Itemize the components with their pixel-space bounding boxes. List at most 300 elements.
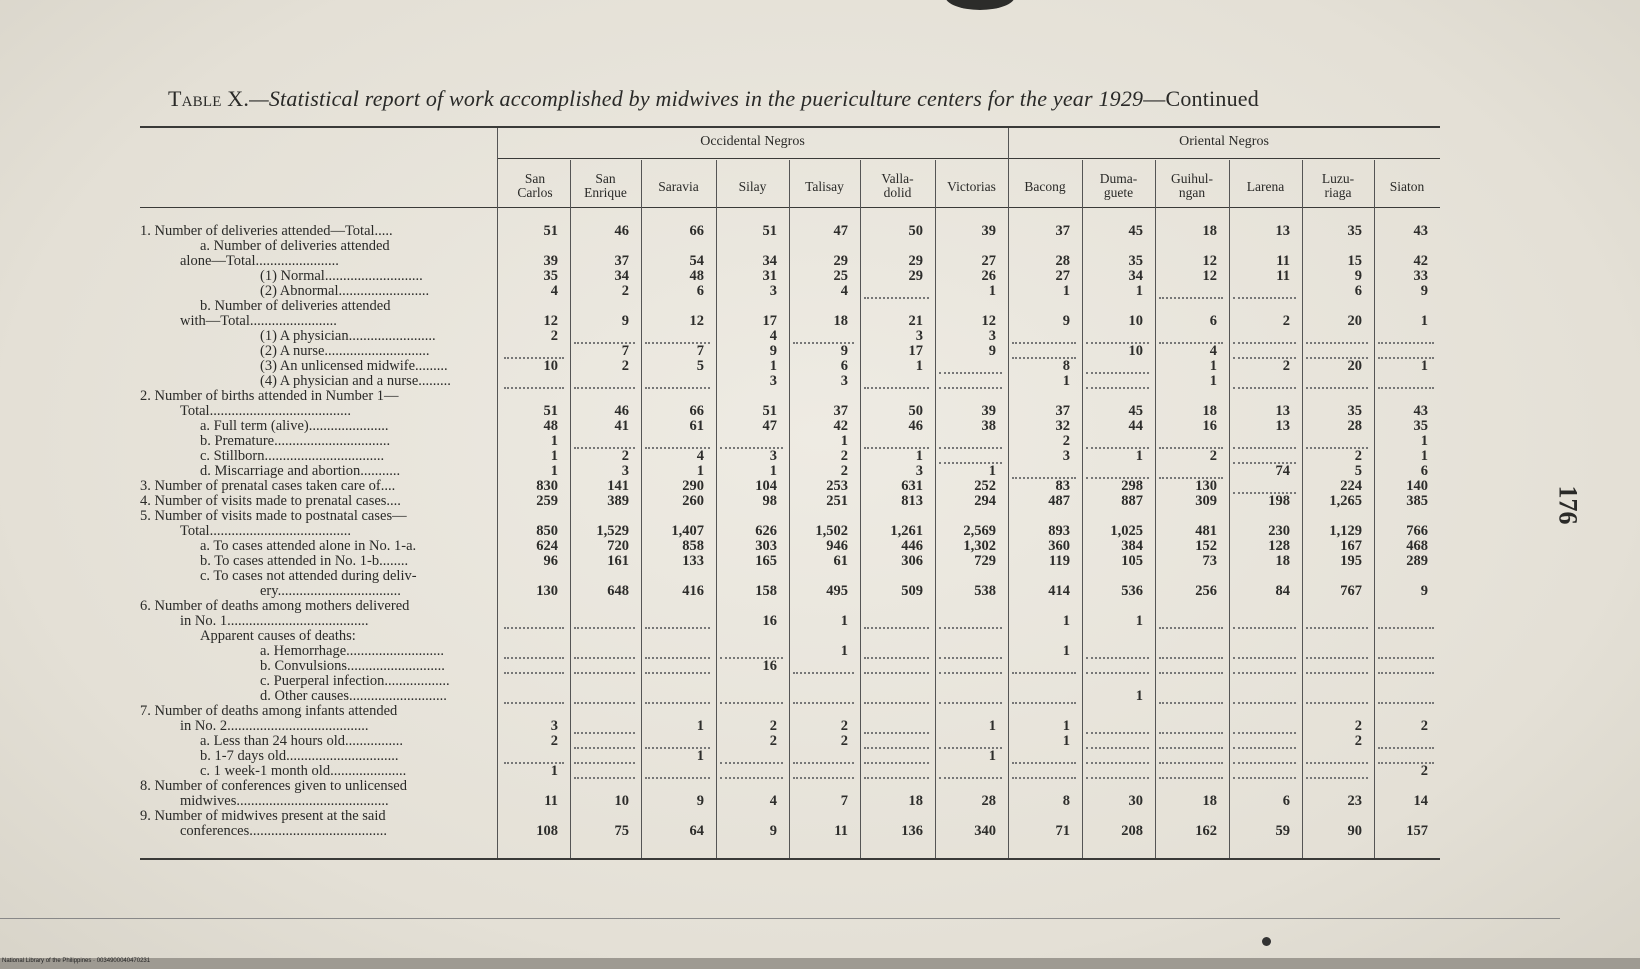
table-cell: 495 (826, 583, 848, 599)
row-label: d. Miscarriage and abortion........... (200, 464, 401, 479)
table-cell: 75 (614, 823, 629, 839)
table-cell: 252 (974, 478, 996, 494)
empty-cell-leader (1233, 657, 1296, 659)
bottom-rule (140, 858, 1440, 860)
table-cell: 12 (981, 313, 996, 329)
table-cell: 2 (1354, 733, 1362, 749)
table-cell: 3 (769, 448, 777, 464)
table-cell: 1 (988, 463, 996, 479)
empty-cell-leader (1086, 732, 1149, 734)
table-cell: 767 (1340, 583, 1362, 599)
empty-cell-leader (1306, 627, 1368, 629)
table-cell: 18 (833, 313, 848, 329)
table-cell: 1 (840, 643, 848, 659)
empty-cell-leader (504, 627, 564, 629)
column-divider (935, 160, 936, 858)
table-cell: 46 (908, 418, 923, 434)
table-cell: 133 (682, 553, 704, 569)
empty-cell-leader (720, 762, 783, 764)
ink-dot (1262, 937, 1271, 946)
column-header-line: San (524, 171, 546, 186)
table-cell: 45 (1128, 223, 1143, 239)
table-title (168, 86, 1488, 112)
empty-cell-leader (1306, 342, 1368, 344)
table-cell: 1 (915, 358, 923, 374)
table-cell: 9 (1354, 268, 1362, 284)
table-cell: 35 (1347, 403, 1362, 419)
table-cell: 2,569 (963, 523, 996, 539)
table-cell: 720 (607, 538, 629, 554)
table-cell: 29 (908, 253, 923, 269)
header-rule (140, 207, 1440, 208)
row-label: (3) An unlicensed midwife......... (260, 359, 448, 374)
table-cell: 54 (689, 253, 704, 269)
table-cell: 198 (1268, 493, 1290, 509)
empty-cell-leader (574, 627, 635, 629)
empty-cell-leader (1233, 732, 1296, 734)
empty-cell-leader (504, 387, 564, 389)
table-cell: 2 (1209, 448, 1217, 464)
empty-cell-leader (793, 777, 854, 779)
column-divider (497, 128, 498, 858)
empty-cell-leader (1233, 297, 1296, 299)
row-label: a. To cases attended alone in No. 1-a. (200, 539, 417, 554)
row-label: Total....................................... (180, 524, 351, 539)
table-cell: 306 (901, 553, 923, 569)
table-cell: 12 (1202, 268, 1217, 284)
empty-cell-leader (504, 702, 564, 704)
table-cell: 1,407 (671, 523, 704, 539)
row-label: a. Number of deliveries attended (200, 239, 390, 254)
column-header (1155, 172, 1229, 200)
empty-cell-leader (1086, 387, 1149, 389)
table-cell: 16 (762, 658, 777, 674)
empty-cell-leader (1012, 702, 1076, 704)
table-cell: 729 (974, 553, 996, 569)
table-cell: 9 (988, 343, 996, 359)
group-header-oriental: Oriental Negros (1179, 134, 1269, 149)
column-header-line: San (595, 171, 616, 186)
table-cell: 74 (1275, 463, 1290, 479)
row-label: midwives.......................................... (180, 794, 389, 809)
table-cell: 887 (1121, 493, 1143, 509)
column-header-line: Talisay (805, 179, 844, 194)
row-label: 5. Number of visits made to postnatal cases— (140, 509, 407, 524)
table-cell: 2 (769, 718, 777, 734)
table-cell: 290 (682, 478, 704, 494)
table-cell: 11 (1276, 253, 1290, 269)
empty-cell-leader (1306, 762, 1368, 764)
table-cell: 6 (1420, 463, 1428, 479)
table-cell: 73 (1202, 553, 1217, 569)
table-cell: 26 (981, 268, 996, 284)
table-cell: 538 (974, 583, 996, 599)
table-cell: 3 (840, 373, 848, 389)
table-cell: 1,129 (1329, 523, 1362, 539)
table-cell: 253 (826, 478, 848, 494)
table-cell: 850 (536, 523, 558, 539)
table-cell: 5 (696, 358, 704, 374)
table-cell: 4 (696, 448, 704, 464)
column-header (1082, 172, 1155, 200)
empty-cell-leader (1159, 672, 1223, 674)
table-cell: 1,265 (1329, 493, 1362, 509)
table-cell: 108 (536, 823, 558, 839)
column-header (935, 180, 1008, 194)
table-cell: 50 (908, 403, 923, 419)
table-cell: 1 (696, 463, 704, 479)
row-label: b. 1-7 days old............................... (200, 749, 399, 764)
table-cell: 303 (755, 538, 777, 554)
table-cell: 10 (1128, 313, 1143, 329)
row-label: alone—Total....................... (180, 254, 339, 269)
table-cell: 23 (1347, 793, 1362, 809)
table-cell: 84 (1275, 583, 1290, 599)
empty-cell-leader (1233, 777, 1296, 779)
scan-footer-strip (0, 958, 1640, 969)
column-header-line: Duma- (1099, 171, 1138, 186)
table-cell: 195 (1340, 553, 1362, 569)
table-cell: 34 (1128, 268, 1143, 284)
table-cell: 9 (769, 823, 777, 839)
row-label: in No. 2....................................... (180, 719, 369, 734)
table-cell: 2 (621, 448, 629, 464)
empty-cell-leader (1086, 657, 1149, 659)
row-label: Apparent causes of deaths: (200, 629, 356, 644)
empty-cell-leader (1086, 777, 1149, 779)
column-header (641, 180, 716, 194)
table-cell: 25 (833, 268, 848, 284)
table-cell: 2 (1062, 433, 1070, 449)
table-cell: 6 (1282, 793, 1290, 809)
table-cell: 4 (840, 283, 848, 299)
table-cell: 12 (1202, 253, 1217, 269)
empty-cell-leader (864, 732, 929, 734)
table-cell: 37 (1055, 223, 1070, 239)
page-bottom-shadow (0, 918, 1560, 919)
empty-cell-leader (939, 702, 1002, 704)
empty-cell-leader (1159, 747, 1223, 749)
group-rule (497, 158, 1440, 159)
table-cell: 35 (1413, 418, 1428, 434)
table-cell: 8 (1062, 793, 1070, 809)
row-label: with—Total........................ (180, 314, 337, 329)
empty-cell-leader (1159, 297, 1223, 299)
table-cell: 157 (1406, 823, 1428, 839)
empty-cell-leader (645, 387, 710, 389)
table-cell: 416 (682, 583, 704, 599)
table-cell: 83 (1055, 478, 1070, 494)
empty-cell-leader (1378, 672, 1434, 674)
table-cell: 1 (696, 718, 704, 734)
table-cell: 161 (607, 553, 629, 569)
table-cell: 389 (607, 493, 629, 509)
table-cell: 1 (1135, 613, 1143, 629)
table-cell: 141 (607, 478, 629, 494)
column-header (500, 172, 570, 200)
table-cell: 2 (840, 463, 848, 479)
column-header-line: Victorias (947, 179, 996, 194)
empty-cell-leader (504, 672, 564, 674)
table-cell: 61 (689, 418, 704, 434)
column-divider (1082, 160, 1083, 858)
column-divider (1155, 160, 1156, 858)
row-label: 6. Number of deaths among mothers delivered (140, 599, 410, 614)
empty-cell-leader (574, 762, 635, 764)
column-header-line: riaga (1324, 185, 1352, 200)
row-label: a. Hemorrhage........................... (260, 644, 445, 659)
empty-cell-leader (574, 747, 635, 749)
table-cell: 1 (550, 448, 558, 464)
empty-cell-leader (1159, 777, 1223, 779)
table-cell: 119 (1049, 553, 1070, 569)
table-cell: 17 (908, 343, 923, 359)
table-cell: 12 (543, 313, 558, 329)
row-label: 1. Number of deliveries attended—Total..... (140, 224, 393, 239)
table-cell: 16 (1202, 418, 1217, 434)
row-label: (2) Abnormal......................... (260, 284, 430, 299)
table-cell: 1 (915, 448, 923, 464)
table-cell: 130 (536, 583, 558, 599)
row-label: (4) A physician and a nurse......... (260, 374, 451, 389)
table-cell: 50 (908, 223, 923, 239)
table-cell: 35 (1347, 223, 1362, 239)
table-cell: 1 (1209, 373, 1217, 389)
table-cell: 51 (762, 403, 777, 419)
table-cell: 2 (1282, 313, 1290, 329)
table-cell: 208 (1121, 823, 1143, 839)
table-cell: 11 (544, 793, 558, 809)
column-header-line: Silay (738, 179, 767, 194)
table-cell: 39 (543, 253, 558, 269)
table-cell: 4 (1209, 343, 1217, 359)
table-cell: 28 (1347, 418, 1362, 434)
table-cell: 2 (550, 733, 558, 749)
table-cell: 71 (1055, 823, 1070, 839)
table-cell: 35 (543, 268, 558, 284)
table-cell: 12 (689, 313, 704, 329)
empty-cell-leader (1233, 387, 1296, 389)
table-cell: 18 (1202, 793, 1217, 809)
empty-cell-leader (939, 387, 1002, 389)
table-cell: 2 (840, 733, 848, 749)
empty-cell-leader (574, 657, 635, 659)
row-label: 4. Number of visits made to prenatal cases.... (140, 494, 401, 509)
table-cell: 360 (1048, 538, 1070, 554)
table-cell: 105 (1121, 553, 1143, 569)
row-label: 8. Number of conferences given to unlicensed (140, 779, 407, 794)
empty-cell-leader (1378, 747, 1434, 749)
table-cell: 13 (1275, 223, 1290, 239)
column-divider (1008, 128, 1009, 858)
column-header-line: Guihul- (1171, 171, 1213, 186)
empty-cell-leader (1306, 387, 1368, 389)
column-header (1302, 172, 1374, 200)
row-label: 3. Number of prenatal cases taken care of.... (140, 479, 396, 494)
empty-cell-leader (864, 657, 929, 659)
table-cell: 42 (1413, 253, 1428, 269)
table-cell: 4 (769, 793, 777, 809)
table-cell: 536 (1121, 583, 1143, 599)
table-cell: 39 (981, 223, 996, 239)
empty-cell-leader (793, 702, 854, 704)
table-cell: 340 (974, 823, 996, 839)
table-cell: 1 (1135, 283, 1143, 299)
table-cell: 1,302 (963, 538, 996, 554)
column-divider (570, 160, 571, 858)
table-cell: 17 (762, 313, 777, 329)
table-cell: 259 (536, 493, 558, 509)
table-cell: 1 (550, 433, 558, 449)
row-label: b. Convulsions........................... (260, 659, 445, 674)
empty-cell-leader (793, 762, 854, 764)
column-header-line: Carlos (517, 185, 553, 200)
empty-cell-leader (1233, 627, 1296, 629)
column-header (1374, 180, 1440, 194)
table-cell: 1 (988, 748, 996, 764)
table-cell: 104 (755, 478, 777, 494)
row-label: Total....................................... (180, 404, 351, 419)
row-label: c. To cases not attended during deliv- (200, 569, 417, 584)
table-cell: 230 (1268, 523, 1290, 539)
empty-cell-leader (645, 627, 710, 629)
table-cell: 260 (682, 493, 704, 509)
table-cell: 27 (981, 253, 996, 269)
table-cell: 44 (1128, 418, 1143, 434)
row-label: 2. Number of births attended in Number 1— (140, 389, 399, 404)
table-cell: 1,502 (815, 523, 848, 539)
table-cell: 3 (550, 718, 558, 734)
table-cell: 43 (1413, 403, 1428, 419)
table-cell: 2 (840, 718, 848, 734)
table-cell: 20 (1347, 313, 1362, 329)
row-label: in No. 1....................................... (180, 614, 369, 629)
table-cell: 7 (621, 343, 629, 359)
table-cell: 1 (840, 433, 848, 449)
column-header (570, 172, 641, 200)
table-cell: 18 (1202, 403, 1217, 419)
empty-cell-leader (864, 747, 929, 749)
table-cell: 487 (1048, 493, 1070, 509)
table-cell: 42 (833, 418, 848, 434)
table-cell: 468 (1406, 538, 1428, 554)
table-cell: 130 (1195, 478, 1217, 494)
empty-cell-leader (1012, 342, 1076, 344)
empty-cell-leader (645, 702, 710, 704)
row-label: 7. Number of deaths among infants attended (140, 704, 398, 719)
table-cell: 9 (1062, 313, 1070, 329)
column-header-line: ngan (1178, 185, 1206, 200)
table-cell: 43 (1413, 223, 1428, 239)
empty-cell-leader (1306, 657, 1368, 659)
table-cell: 3 (621, 463, 629, 479)
table-cell: 1 (550, 463, 558, 479)
table-cell: 46 (614, 403, 629, 419)
empty-cell-leader (1086, 372, 1149, 374)
empty-cell-leader (1159, 762, 1223, 764)
table-cell: 858 (682, 538, 704, 554)
table-cell: 481 (1195, 523, 1217, 539)
column-header-line: Larena (1246, 179, 1285, 194)
table-cell: 648 (607, 583, 629, 599)
column-header-line: Luzu- (1321, 171, 1355, 186)
table-cell: 624 (536, 538, 558, 554)
table-cell: 20 (1347, 358, 1362, 374)
table-cell: 2 (840, 448, 848, 464)
table-cell: 3 (915, 463, 923, 479)
table-cell: 98 (762, 493, 777, 509)
empty-cell-leader (574, 387, 635, 389)
table-cell: 509 (901, 583, 923, 599)
table-cell: 47 (762, 418, 777, 434)
table-cell: 2 (1420, 763, 1428, 779)
table-cell: 414 (1048, 583, 1070, 599)
table-cell: 2 (621, 358, 629, 374)
row-label: b. Premature................................ (200, 434, 391, 449)
column-divider (1302, 160, 1303, 858)
empty-cell-leader (939, 372, 1002, 374)
table-cell: 14 (1413, 793, 1428, 809)
empty-cell-leader (1378, 342, 1434, 344)
table-cell: 1 (988, 718, 996, 734)
table-label: Table X. (168, 86, 250, 111)
table-cell: 48 (543, 418, 558, 434)
row-label: b. To cases attended in No. 1-b........ (200, 554, 409, 569)
table-cell: 1 (1062, 283, 1070, 299)
table-cell: 9 (769, 343, 777, 359)
table-title-text: —Statistical report of work accomplished by midwives in the puericulture centers for the year 1929 (249, 86, 1144, 111)
empty-cell-leader (1086, 762, 1149, 764)
table-cell: 18 (908, 793, 923, 809)
table-cell: 1 (1420, 448, 1428, 464)
table-cell: 51 (543, 223, 558, 239)
row-label: d. Other causes........................... (260, 689, 447, 704)
column-header-line: Siaton (1389, 179, 1425, 194)
empty-cell-leader (645, 672, 710, 674)
table-cell: 6 (1209, 313, 1217, 329)
empty-cell-leader (574, 672, 635, 674)
scan-footer-text: National Library of the Philippines · 0034900040470231 (2, 958, 151, 964)
empty-cell-leader (864, 387, 929, 389)
column-header (716, 180, 789, 194)
table-cell: 893 (1048, 523, 1070, 539)
table-cell: 1 (1420, 433, 1428, 449)
table-cell: 28 (1055, 253, 1070, 269)
empty-cell-leader (939, 672, 1002, 674)
table-cell: 31 (762, 268, 777, 284)
empty-cell-leader (864, 702, 929, 704)
group-header-occidental: Occidental Negros (700, 134, 805, 149)
table-cell: 766 (1406, 523, 1428, 539)
table-cell: 7 (696, 343, 704, 359)
column-header (789, 180, 860, 194)
table-cell: 39 (981, 403, 996, 419)
empty-cell-leader (1086, 747, 1149, 749)
table-cell: 2 (1420, 718, 1428, 734)
table-cell: 1 (769, 463, 777, 479)
table-cell: 946 (826, 538, 848, 554)
table-cell: 152 (1195, 538, 1217, 554)
row-label: c. Stillborn................................. (200, 449, 385, 464)
column-divider (789, 160, 790, 858)
table-cell: 41 (614, 418, 629, 434)
table-cell: 9 (1420, 283, 1428, 299)
table-cell: 1 (1062, 643, 1070, 659)
table-cell: 128 (1268, 538, 1290, 554)
empty-cell-leader (574, 732, 635, 734)
column-header-line: Valla- (881, 171, 914, 186)
empty-cell-leader (1159, 732, 1223, 734)
